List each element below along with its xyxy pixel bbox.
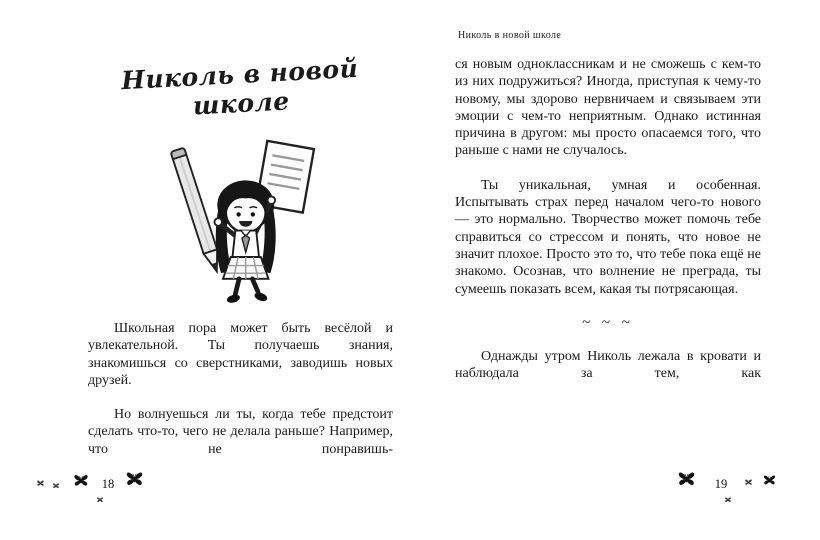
girl-graphic — [214, 180, 275, 304]
butterfly-icon — [676, 469, 697, 490]
butterfly-icon — [762, 473, 777, 488]
paragraph: Ты уникальная, умная и особенная. Испытывать страх перед началом чего-то нового — это нормально. Творчество может помочь тебе справиться со стрессом и понять, что новое не значит плохое. Просто это то, что тебе пока ещё не знакомо. Осознав, что волнение не преграда, ты сумеешь показать всем, какая ты потрясающая. — [455, 177, 761, 297]
paragraph: Школьная пора может быть весёлой и увлекательной. Ты получаешь знания, знакомишься со сверстниками, заводишь новых друзей. — [88, 321, 393, 388]
pencil-graphic — [170, 148, 223, 274]
butterfly-icon — [724, 496, 732, 504]
butterfly-icon — [744, 478, 753, 487]
left-page — [88, 53, 393, 475]
butterfly-icon — [124, 469, 145, 490]
running-header: Николь в новой школе — [458, 30, 562, 41]
butterfly-icon — [36, 479, 45, 488]
paragraph: ся новым одноклассникам и не сможешь с кем-то из них подружиться? Иногда, приступая к чему-то новому, мы здорово нервничаем и связываем эти эмоции с чем-то неприятным. Однако истинная причина в другом: мы просто опасаемся того, что раньше с нами не случалось. — [455, 57, 761, 159]
girl-illustration — [151, 126, 331, 318]
chapter-title: Николь в новой школе — [120, 53, 359, 121]
section-separator: ~ ~ ~ — [582, 314, 634, 331]
page-number: 19 — [714, 477, 728, 491]
butterfly-icon — [72, 472, 90, 490]
page-number: 18 — [101, 477, 115, 491]
paragraph: Однажды утром Николь лежала в кровати и наблюдала за тем, как — [455, 348, 761, 382]
butterfly-icon — [52, 482, 60, 490]
chapter-illustration — [88, 124, 393, 320]
butterfly-icon — [96, 496, 104, 504]
right-page — [455, 56, 761, 399]
paragraph: Но волнуешься ли ты, когда тебе предстоит сделать что-то, чего не делала раньше? Например, что не понравишь- — [88, 407, 393, 457]
